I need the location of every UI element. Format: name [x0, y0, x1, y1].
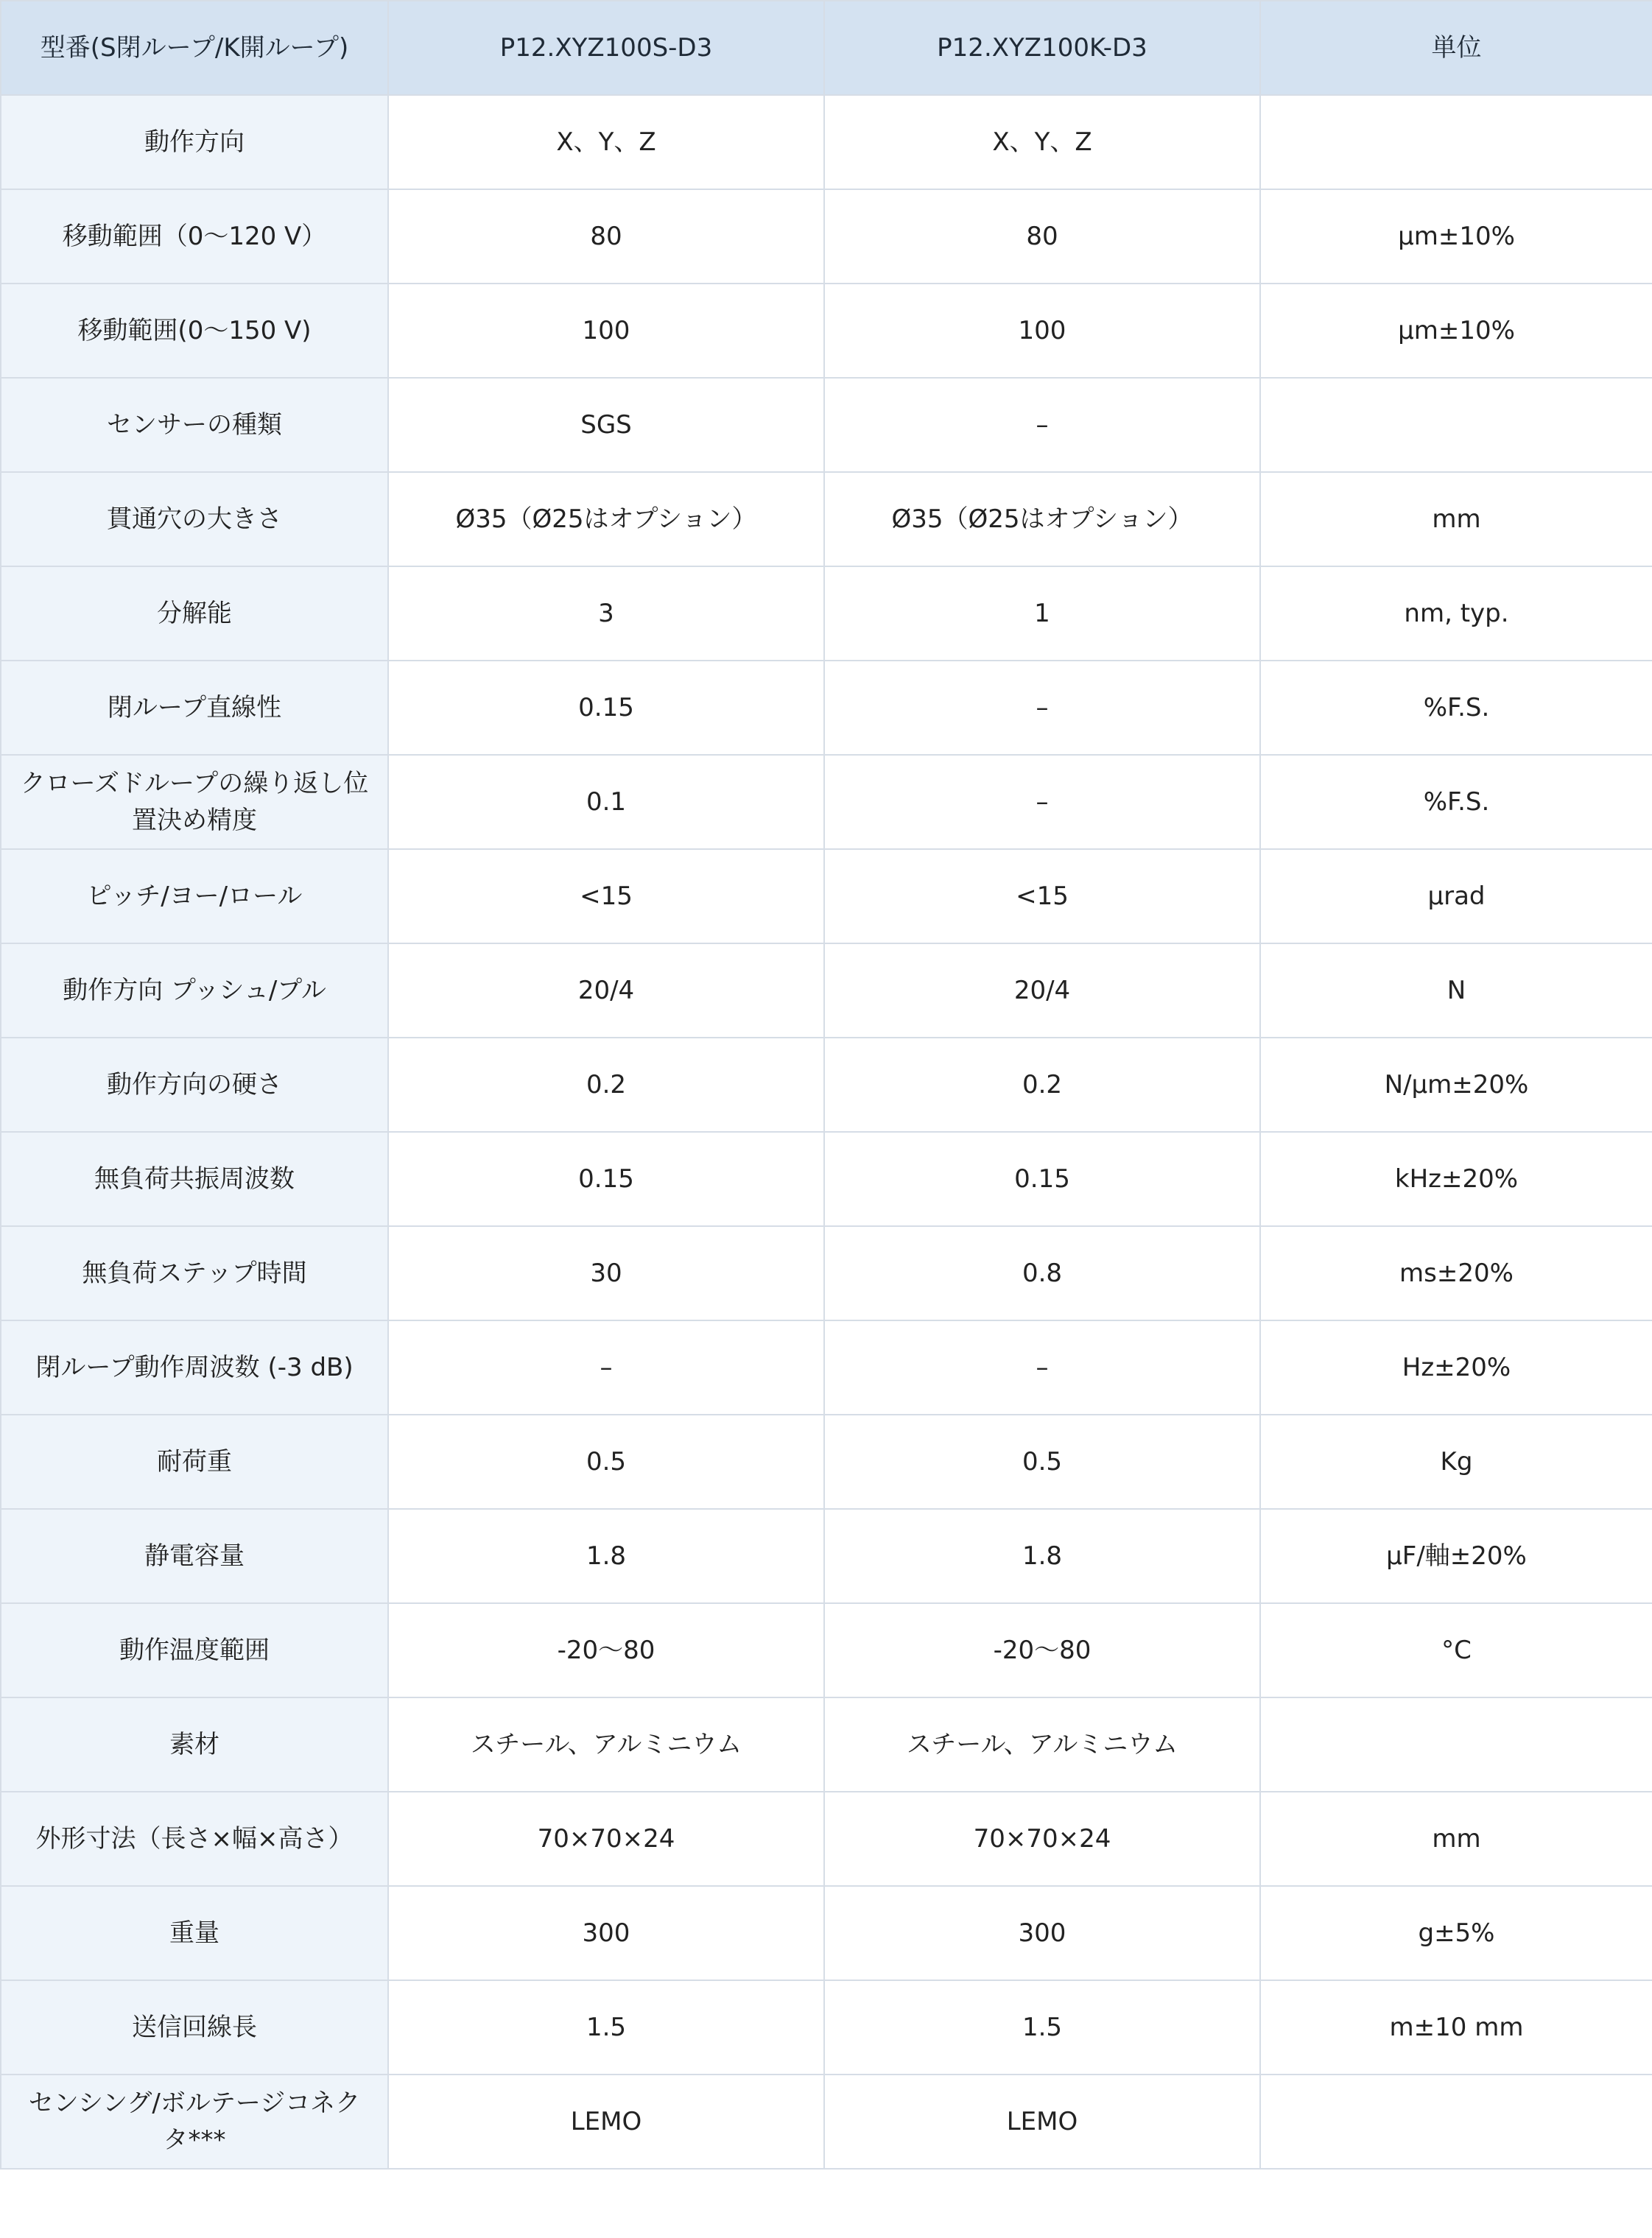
row-label: 動作方向 [1, 95, 388, 189]
cell-model-s: 0.15 [388, 1132, 824, 1226]
header-model-label: 型番(S閉ループ/K開ループ) [1, 1, 388, 95]
cell-model-s: 0.2 [388, 1038, 824, 1132]
header-model-k: P12.XYZ100K-D3 [824, 1, 1260, 95]
cell-unit: N [1260, 943, 1652, 1038]
cell-model-k: LEMO [824, 2075, 1260, 2169]
cell-model-s: 1.5 [388, 1980, 824, 2075]
cell-model-s: LEMO [388, 2075, 824, 2169]
row-label: センシング/ボルテージコネクタ*** [1, 2075, 388, 2169]
cell-unit: nm, typ. [1260, 566, 1652, 661]
row-label: 動作方向の硬さ [1, 1038, 388, 1132]
row-label: 分解能 [1, 566, 388, 661]
cell-model-s: 0.15 [388, 661, 824, 755]
cell-model-k: スチール、アルミニウム [824, 1697, 1260, 1792]
row-label: ピッチ/ヨー/ロール [1, 849, 388, 943]
table-row [1, 1886, 1652, 1980]
cell-model-s: Ø35（Ø25はオプション） [388, 472, 824, 566]
cell-model-k: 0.15 [824, 1132, 1260, 1226]
table-row [1, 755, 1652, 849]
cell-unit: µm±10% [1260, 284, 1652, 378]
cell-model-k: X、Y、Z [824, 95, 1260, 189]
cell-unit: mm [1260, 1792, 1652, 1886]
cell-model-k: – [824, 661, 1260, 755]
cell-unit: °C [1260, 1603, 1652, 1697]
row-label: 重量 [1, 1886, 388, 1980]
table-row [1, 1415, 1652, 1509]
table-row [1, 472, 1652, 566]
row-label: 耐荷重 [1, 1415, 388, 1509]
row-label: クローズドループの繰り返し位置決め精度 [1, 755, 388, 849]
cell-unit: µrad [1260, 849, 1652, 943]
cell-model-k: 20/4 [824, 943, 1260, 1038]
row-label: センサーの種類 [1, 378, 388, 472]
cell-unit: g±5% [1260, 1886, 1652, 1980]
table-row [1, 1226, 1652, 1320]
cell-model-k: 70×70×24 [824, 1792, 1260, 1886]
cell-unit: ms±20% [1260, 1226, 1652, 1320]
cell-model-k: 1.8 [824, 1509, 1260, 1603]
table-row [1, 1320, 1652, 1415]
table-row [1, 378, 1652, 472]
row-label: 閉ループ動作周波数 (-3 dB) [1, 1320, 388, 1415]
cell-unit [1260, 95, 1652, 189]
row-label: 動作方向 プッシュ/プル [1, 943, 388, 1038]
cell-model-s: 300 [388, 1886, 824, 1980]
cell-model-s: 80 [388, 189, 824, 284]
cell-model-s: 1.8 [388, 1509, 824, 1603]
cell-model-s: 0.1 [388, 755, 824, 849]
cell-model-s: 30 [388, 1226, 824, 1320]
cell-model-k: – [824, 378, 1260, 472]
cell-model-k: – [824, 1320, 1260, 1415]
cell-model-s: X、Y、Z [388, 95, 824, 189]
row-label: 動作温度範囲 [1, 1603, 388, 1697]
cell-model-k: <15 [824, 849, 1260, 943]
row-label: 閉ループ直線性 [1, 661, 388, 755]
cell-model-k: 100 [824, 284, 1260, 378]
header-model-s: P12.XYZ100S-D3 [388, 1, 824, 95]
cell-unit: Kg [1260, 1415, 1652, 1509]
table-row [1, 1038, 1652, 1132]
table-row [1, 1980, 1652, 2075]
table-row [1, 95, 1652, 189]
cell-model-k: Ø35（Ø25はオプション） [824, 472, 1260, 566]
cell-unit: %F.S. [1260, 661, 1652, 755]
cell-model-k: 1.5 [824, 1980, 1260, 2075]
row-label: 外形寸法（長さ×幅×高さ） [1, 1792, 388, 1886]
table-row [1, 943, 1652, 1038]
cell-model-s: <15 [388, 849, 824, 943]
table-row [1, 1792, 1652, 1886]
table-row [1, 566, 1652, 661]
row-label: 無負荷ステップ時間 [1, 1226, 388, 1320]
cell-model-s: 3 [388, 566, 824, 661]
table-row [1, 284, 1652, 378]
row-label: 送信回線長 [1, 1980, 388, 2075]
cell-unit [1260, 1697, 1652, 1792]
table-row [1, 661, 1652, 755]
cell-model-k: -20～80 [824, 1603, 1260, 1697]
table-row [1, 2075, 1652, 2169]
cell-model-s: 70×70×24 [388, 1792, 824, 1886]
table-row [1, 849, 1652, 943]
cell-unit: kHz±20% [1260, 1132, 1652, 1226]
cell-unit: µm±10% [1260, 189, 1652, 284]
table-row [1, 1132, 1652, 1226]
cell-model-k: 300 [824, 1886, 1260, 1980]
cell-model-s: SGS [388, 378, 824, 472]
cell-unit [1260, 2075, 1652, 2169]
row-label: 静電容量 [1, 1509, 388, 1603]
cell-model-k: 0.2 [824, 1038, 1260, 1132]
cell-model-k: 0.8 [824, 1226, 1260, 1320]
cell-model-s: 20/4 [388, 943, 824, 1038]
row-label: 貫通穴の大きさ [1, 472, 388, 566]
cell-model-s: – [388, 1320, 824, 1415]
cell-unit [1260, 378, 1652, 472]
table-row [1, 1697, 1652, 1792]
header-row [1, 1, 1652, 95]
cell-model-k: – [824, 755, 1260, 849]
cell-unit: mm [1260, 472, 1652, 566]
cell-unit: N/µm±20% [1260, 1038, 1652, 1132]
cell-unit: %F.S. [1260, 755, 1652, 849]
row-label: 無負荷共振周波数 [1, 1132, 388, 1226]
header-unit: 単位 [1260, 1, 1652, 95]
table-row [1, 1509, 1652, 1603]
cell-model-k: 80 [824, 189, 1260, 284]
cell-model-s: -20～80 [388, 1603, 824, 1697]
row-label: 移動範囲(0～150 V) [1, 284, 388, 378]
cell-model-s: スチール、アルミニウム [388, 1697, 824, 1792]
cell-unit: Hz±20% [1260, 1320, 1652, 1415]
cell-model-s: 0.5 [388, 1415, 824, 1509]
table-row [1, 1603, 1652, 1697]
cell-unit: m±10 mm [1260, 1980, 1652, 2075]
cell-unit: µF/軸±20% [1260, 1509, 1652, 1603]
row-label: 素材 [1, 1697, 388, 1792]
row-label: 移動範囲（0～120 V） [1, 189, 388, 284]
table-row [1, 189, 1652, 284]
cell-model-k: 1 [824, 566, 1260, 661]
cell-model-s: 100 [388, 284, 824, 378]
cell-model-k: 0.5 [824, 1415, 1260, 1509]
